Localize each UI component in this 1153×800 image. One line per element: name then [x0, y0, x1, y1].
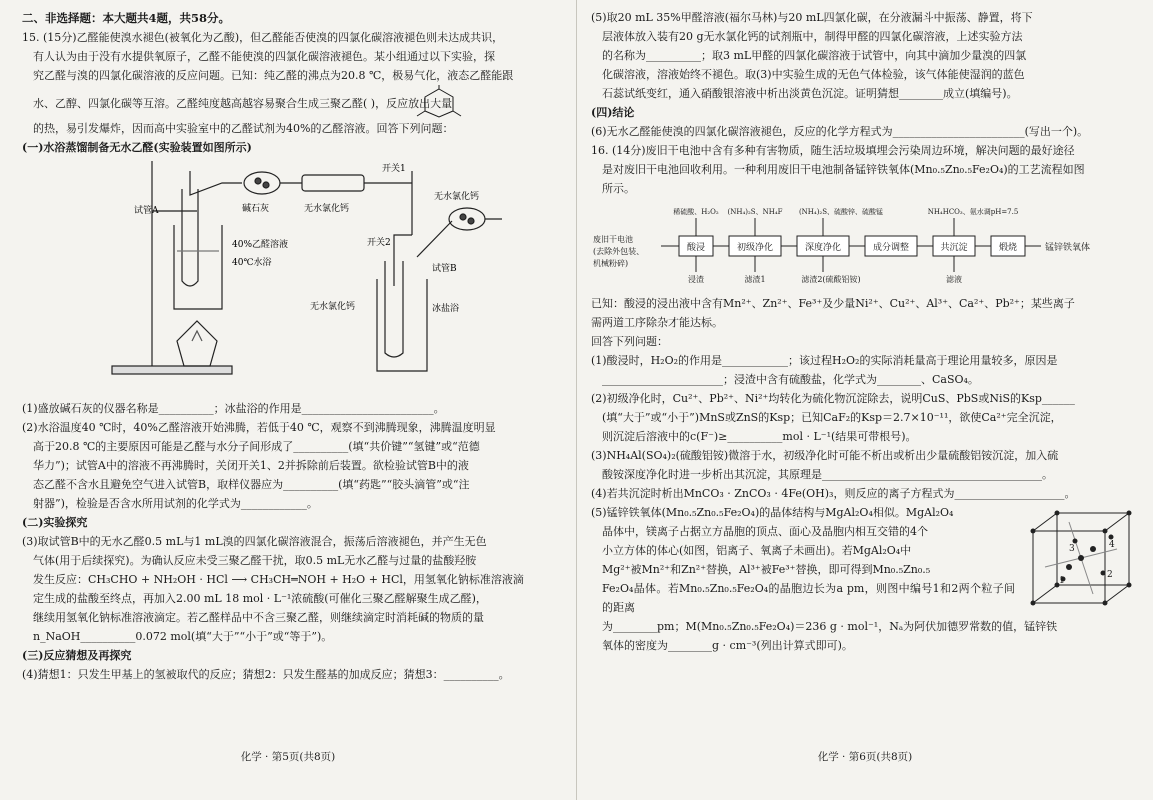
crystal-label: 4: [1109, 540, 1115, 550]
label-test-tube-b: 试管B: [432, 264, 457, 274]
distillation-apparatus-diagram: [82, 161, 522, 393]
crystal-label: 3: [1069, 544, 1075, 554]
crystal-label: 1: [1059, 576, 1065, 586]
q15-4: (4)猜想1：只发生甲基上的氢被取代的反应；猜想2：只发生醛基的加成反应；猜想3：__________。: [22, 668, 510, 681]
q16-2-line: (2)初级净化时，Cu²⁺、Pb²⁺、Ni²⁺均转化为硫化物沉淀除去，说明CuS、PbS或NiS的Ksp______: [591, 392, 1075, 405]
q15-1: (1)盛放碱石灰的仪器名称是__________；冰盐浴的作用是________________________。: [22, 402, 445, 415]
page-footer-left: 化学 · 第5页(共8页): [240, 751, 336, 763]
q15-3-line: 发生反应：CH₃CHO + NH₂OH · HCl ⟶ CH₃CH═NOH + H₂O + HCl，用氢氧化钠标准溶液滴: [33, 573, 524, 586]
q15-2-line: 华力”)；试管A中的溶液不再沸腾时，关闭开关1、2并拆除前后装置。欲检验试管B中的液: [33, 459, 469, 472]
q16-line: 16. (14分)废旧干电池中含有多种有害物质，随生活垃圾填埋会污染周边环境，解决问题的最好途径: [591, 144, 1075, 157]
q16-4: (4)若共沉淀时析出MnCO₃ · ZnCO₃ · 4Fe(OH)₃，则反应的离子方程式为____________________。: [591, 487, 1076, 500]
flow-waste: 滤渣1: [744, 275, 766, 284]
q15-2-line: 射器”)，检验是否含水所用试剂的化学式为____________。: [33, 497, 318, 510]
crystal-label: 2: [1107, 570, 1113, 580]
part2-heading: (二)实验探究: [22, 516, 88, 529]
q15-2-line: 高于20.8 ℃的主要原因可能是乙醛与水分子间形成了__________(填“共价键”“氢键”或“范德: [33, 440, 480, 453]
q15-5-line: (5)取20 mL 35%甲醛溶液(福尔马林)与20 mL四氯化碳，在分液漏斗中振荡、静置，将下: [591, 11, 1033, 24]
q15-line: 15. (15分)乙醛能使溴水褪色(被氧化为乙酸)，但乙醛能否使溴的四氯化碳溶液褪色则未达成共识，: [22, 31, 504, 44]
process-flowchart: [591, 202, 1135, 290]
right-page: [577, 0, 1153, 800]
q15-3: [22, 532, 562, 646]
flow-reagent: (NH₄)₂S、硫酸锌、硫酸锰: [798, 208, 884, 216]
q15-5: [591, 8, 1135, 103]
q15-2: [22, 418, 562, 513]
known-line: 需两道工序除杂才能达标。: [591, 316, 723, 329]
q16-5-line: 晶体中，镁离子占据立方晶胞的顶点、面心及晶胞内相互交错的4个: [602, 525, 928, 538]
q15-3-line: 定生成的盐酸至终点，再加入2.00 mL 18 mol · L⁻¹浓硫酸(可催化三聚乙醛解聚生成乙醛)，: [33, 592, 487, 605]
label-cacl2-top: 无水氯化钙: [304, 204, 350, 214]
label-ice-bath: 冰盐浴: [432, 304, 460, 314]
flow-reagent: NH₄HCO₃、氨水调pH=7.5: [927, 208, 1019, 216]
known-line: 已知：酸浸的浸出液中含有Mn²⁺、Zn²⁺、Fe³⁺及少量Ni²⁺、Cu²⁺、Al³⁺、Ca²⁺、Pb²⁺；某些离子: [591, 297, 1075, 310]
flow-waste: 浸渣: [688, 275, 704, 284]
q15-3-line: n_NaOH__________0.072 mol(填“大于”“小于”或“等于”)。: [33, 630, 333, 643]
q15-stem: [22, 28, 562, 138]
q15-line-with-structure: [22, 85, 562, 119]
q15-line: 有人认为由于没有水提供氧原子，乙醛不能使溴的四氯化碳溶液褪色。某小组通过以下实验，探: [33, 50, 495, 63]
flow-step: 深度净化: [804, 243, 842, 253]
page-footer-right: 化学 · 第6页(共8页): [817, 751, 913, 763]
label-soda-lime: 碱石灰: [242, 204, 270, 214]
q16-line: 是对废旧干电池回收利用。一种利用废旧干电池制备锰锌铁氧体(Mn₀.₅Zn₀.₅Fe₂O₄)的工艺流程如图: [602, 163, 1085, 176]
q16-line: 所示。: [602, 182, 635, 195]
q16-5-line: 为________pm；M(Mn₀.₅Zn₀.₅Fe₂O₄)＝236 g · mol⁻¹，Nₐ为阿伏加德罗常数的值，锰锌铁: [602, 620, 1058, 633]
part1-heading: (一)水浴蒸馏制备无水乙醛(实验装置如图所示): [22, 141, 252, 154]
q15-2-line: 态乙醛不含水且避免空气进入试管B，取样仪器应为__________(填“药匙”“胶头滴管”或“注: [33, 478, 470, 491]
q15-line: 的热，易引发爆炸，因而高中实验室中的乙醛试剂为40%的乙醛溶液。回答下列问题：: [33, 122, 454, 135]
flow-waste: 滤液: [946, 275, 962, 284]
label-acetaldehyde-40: 40%乙醛溶液: [232, 240, 289, 250]
q15-5-line: 化碳溶液，溶液始终不褪色。取(3)中实验生成的无色气体检验，该气体能使湿润的蓝色: [602, 68, 1025, 81]
q16-stem: [591, 141, 1135, 198]
q16-5-line: (5)锰锌铁氧体(Mn₀.₅Zn₀.₅Fe₂O₄)的晶体结构与MgAl₂O₄相似。MgAl₂O₄: [591, 506, 954, 519]
q16-3-line: (3)NH₄Al(SO₄)₂(硫酸铝铵)微溶于水，初级净化时可能不析出或析出少量硫酸铝铵沉淀，加入硫: [591, 449, 1059, 462]
q15-2-line: (2)水浴温度40 ℃时，40%乙醛溶液开始沸腾，若低于40 ℃，观察不到沸腾现象，沸腾温度明显: [22, 421, 496, 434]
q16-2-line: (填“大于”或“小于”)MnS或ZnS的Ksp；已知CaF₂的Ksp＝2.7×10⁻¹¹，欲使Ca²⁺完全沉淀，: [602, 411, 1062, 424]
q15-6: (6)无水乙醛能使溴的四氯化碳溶液褪色，反应的化学方程式为________________________(写出一个)。: [591, 125, 1089, 138]
flow-reagent: 稀硫酸、H₂O₂: [673, 208, 719, 216]
q16-1-line: ______________________；浸渣中含有硫酸盐，化学式为________、CaSO₄。: [602, 373, 979, 386]
q16-3-line: 酸铵深度净化时进一步析出其沉淀，其原理是________________________________________。: [602, 468, 1053, 481]
crystal-cell-diagram: [1023, 507, 1135, 615]
label-cacl2-right: 无水氯化钙: [434, 192, 480, 202]
flow-input-line: 废旧干电池: [593, 235, 633, 244]
q15-5-line: 的名称为__________；取3 mL甲醛的四氯化碳溶液于试管中，向其中滴加少量溴的四氯: [602, 49, 1027, 62]
flow-input-line: 机械粉碎): [593, 259, 629, 268]
q15-5-line: 石蕊试纸变红，通入硝酸银溶液中析出淡黄色沉淀。证明猜想________成立(填编号)。: [602, 87, 1018, 100]
section-heading: 二、非选择题：本大题共4题，共58分。: [22, 11, 231, 25]
label-test-tube-a: 试管A: [134, 206, 159, 216]
part3-heading: (三)反应猜想及再探究: [22, 649, 132, 662]
answer-prompt: 回答下列问题：: [591, 335, 668, 348]
flow-output: 锰锌铁氧体: [1045, 243, 1091, 253]
label-cacl2-bottom: 无水氯化钙: [310, 302, 356, 312]
flowchart-diagram: [591, 202, 1135, 290]
flow-waste: 滤渣2(硫酸铝铵): [801, 275, 861, 284]
q16-5-line: 小立方体的体心(如图，铝离子、氧离子未画出)。若MgAl₂O₄中: [602, 544, 912, 557]
flow-step: 成分调整: [872, 243, 910, 253]
q16-5-line: 氧体的密度为________g · cm⁻³(列出计算式即可)。: [602, 639, 853, 652]
q16-1-line: (1)酸浸时，H₂O₂的作用是____________；该过程H₂O₂的实际消耗量高于理论用量较多，原因是: [591, 354, 1058, 367]
part4-heading: (四)结论: [591, 106, 635, 119]
q15-3-line: (3)取试管B中的无水乙醛0.5 mL与1 mL溴的四氯化碳溶液混合，振荡后溶液褪色，并产生无色: [22, 535, 487, 548]
flow-reagent: (NH₄)₂S、NH₄F: [727, 208, 783, 216]
q15-line: 水、乙醇、四氯化碳等互溶。乙醛纯度越高越容易聚合生成三聚乙醛( )，反应放出大量: [33, 97, 453, 110]
label-switch1: 开关1: [382, 164, 406, 174]
flow-step: 初级净化: [736, 243, 774, 253]
q16-2-line: 则沉淀后溶液中的c(F⁻)≥__________mol · L⁻¹(结果可带根号)。: [602, 430, 917, 443]
q16-5-line: Mg²⁺被Mn²⁺和Zn²⁺替换，Al³⁺被Fe³⁺替换，即可得到Mn₀.₅Zn₀.₅: [602, 563, 931, 576]
flow-input-line: (去除外包装、: [593, 247, 645, 256]
apparatus-figure: [82, 161, 562, 393]
label-water-bath: 40℃水浴: [232, 258, 272, 268]
q16-5-line: Fe₂O₄晶体。若Mn₀.₅Zn₀.₅Fe₂O₄的晶胞边长为a pm，则图中编号1和2两个粒子间的距离: [602, 582, 1015, 614]
q15-3-line: 气体(用于后续探究)。为确认反应未受三聚乙醛干扰，取0.5 mL无水乙醛与过量的盐酸羟胺: [33, 554, 477, 567]
q15-line: 究乙醛与溴的四氯化碳溶液的反应问题。已知：纯乙醛的沸点为20.8 ℃，极易气化，液态乙醛能跟: [33, 69, 514, 82]
q16-5: [591, 503, 1135, 655]
q15-3-line: 继续用氢氧化钠标准溶液滴定。若乙醛样品中不含三聚乙醛，则继续滴定时消耗碱的物质的量: [33, 611, 484, 624]
flow-step: 酸浸: [686, 243, 706, 253]
left-page: [0, 0, 576, 800]
paraldehyde-structure-icon: [414, 85, 464, 119]
flow-step: 煅烧: [998, 243, 1018, 253]
label-switch2: 开关2: [367, 238, 391, 248]
q15-5-line: 层液体放入装有20 g无水氯化钙的试剂瓶中，制得甲醛的四氯化碳溶液，上述实验方法: [602, 30, 1023, 43]
flow-step: 共沉淀: [940, 243, 968, 253]
